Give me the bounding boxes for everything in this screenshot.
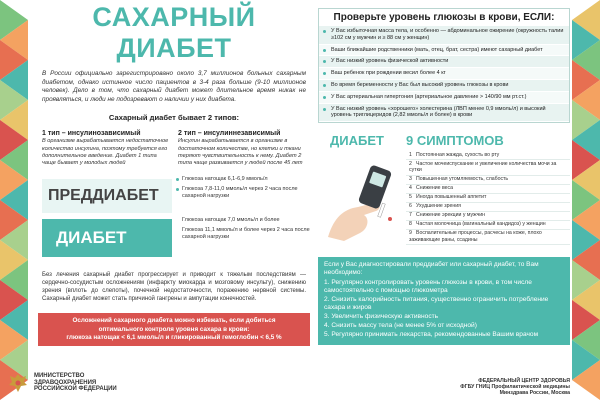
list-item: 8 Частая молочница (вагинальный кандидоз) у женщин	[406, 221, 570, 230]
bullet-icon	[176, 219, 179, 222]
type2-column	[178, 130, 306, 167]
type1-column	[42, 130, 170, 167]
complications-text: Без лечения сахарный диабет прогрессирует и приводит к тяжелым последствиям — сердечно-сосудистым осложнениям (инфаркту миокарда и мозговому инсульту), снижению зрения (вплоть до слепоты), почечной недостаточности, поражению нервной системы. Сахарный диабет может стать причиной гангрены и ампутации конечностей.	[42, 272, 306, 303]
list-item: 4 Снижение веса	[406, 185, 570, 194]
advice-list	[324, 279, 564, 339]
eagle-emblem-icon	[8, 372, 28, 394]
list-item: Глюкоза натощак 6,1-6,9 ммоль/л	[176, 176, 312, 183]
list-item: 6 Ухудшение зрения	[406, 203, 570, 212]
right-column	[318, 0, 570, 400]
checklist-items	[319, 26, 569, 121]
list-item: 7 Снижение эрекции у мужчин	[406, 212, 570, 221]
diagnosis-criteria	[38, 173, 310, 261]
advice-intro: Если у Вас диагностировали преддиабет или сахарный диабет, то Вам необходимо:	[324, 261, 539, 277]
list-item: 2. Снизить калорийность питания, существенно ограничить потребление сахара и жиров	[324, 296, 549, 312]
bullet-icon	[176, 229, 179, 232]
list-item: 1 Постоянная жажда, сухость во рту	[406, 151, 570, 160]
list-item: Во время беременности у Вас был высокий уровень глюкозы в крови	[319, 80, 569, 91]
symptoms-list	[406, 151, 570, 245]
list-item: У Вас низкий уровень «хорошего» холестерина (ЛВП менее 0,9 ммоль/л) и высокий уровень триглицеридов (2,82 ммоль/л и более) в крови	[319, 104, 569, 122]
right-decor-band	[572, 0, 600, 400]
ministry-name: МИНИСТЕРСТВО ЗДРАВООХРАНЕНИЯ РОССИЙСКОЙ ФЕДЕРАЦИИ	[34, 372, 117, 393]
diabetes-heading: ДИАБЕТ	[330, 133, 384, 149]
types-heading: Сахарный диабет бывает 2 типов:	[108, 113, 240, 123]
list-item: 5. Регулярно принимать лекарства, рекомендованные Вашим врачом	[324, 331, 539, 339]
control-target-box: Осложнений сахарного диабета можно избежать, если добиться оптимального контроля уровня сахара в крови: глюкоза натощак < 6,1 ммоль/л и гликированный гемоглобин < 6,5 %	[38, 313, 310, 346]
diabetes-types	[38, 130, 310, 167]
symptoms-section	[318, 129, 570, 247]
list-item: 1. Регулярно контролировать уровень глюкозы в крови, в том числе самостоятельно с помощью глюкометра	[324, 279, 532, 295]
diabetes-label: ДИАБЕТ	[42, 219, 172, 257]
symptoms-heading: 9 СИМПТОМОВ	[406, 133, 504, 149]
intro-text: В России официально зарегистрировано около 3,7 миллионов больных сахарным диабетом, однако истинное число пациентов в 3-4 раза больше (9-10 миллионов человек). Дело в том, что сахарный диабет может длительное время никак не проявляться, и люди не подозревают о наличии у них диабета.	[42, 70, 306, 103]
prediabetes-criteria	[176, 176, 312, 203]
type2-description: Инсулин вырабатывается в организме в достаточном количестве, но клетки и ткани теряют чувствительность к нему. Диабет 2 типа чаще развивается у людей после 45 лет	[178, 138, 303, 166]
list-item: 9 Воспалительные процессы, расчесы на коже, плохо заживающие раны, ссадины	[406, 230, 570, 245]
left-column	[38, 0, 310, 400]
page-title: САХАРНЫЙ ДИАБЕТ	[92, 2, 256, 63]
advice-box	[318, 257, 570, 345]
list-item: 4. Снизить массу тела (не менее 5% от исходной)	[324, 322, 477, 330]
list-item: Ваш ребенок при рождении весил более 4 кг	[319, 68, 569, 79]
bullet-icon	[176, 178, 179, 181]
ministry-logo-block	[8, 372, 117, 394]
type1-description: В организме вырабатывается недостаточное количество инсулина, поэтому требуется его дополнительное введение. Диабет 1 типа чаще бывает у молодых людей	[42, 138, 169, 166]
list-item: Глюкоза 7,8-11,0 ммоль/л через 2 часа после сахарной нагрузки	[176, 186, 312, 200]
type1-heading: 1 тип – инсулинозависимый	[42, 130, 141, 138]
health-center-credit: ФЕДЕРАЛЬНЫЙ ЦЕНТР ЗДОРОВЬЯ ФГБУ ГНИЦ Профилактической медицины Минздрава России, Москва	[460, 378, 570, 397]
prediabetes-label: ПРЕДДИАБЕТ	[42, 179, 172, 213]
type2-heading: 2 тип – инсулиннезависимый	[178, 130, 281, 138]
list-item: У Вас артериальная гипертония (артериальное давление > 140/90 мм рт.ст.)	[319, 92, 569, 103]
left-decor-band	[0, 0, 28, 400]
list-item: 5 Иногда повышенный аппетит	[406, 194, 570, 203]
list-item: 3. Увеличить физическую активность	[324, 313, 439, 321]
list-item: Ваши ближайшие родственники (мать, отец, брат, сестра) имеют сахарный диабет	[319, 45, 569, 56]
list-item: У Вас избыточная масса тела, и особенно — абдоминальное ожирение (окружность талии ≥102 см у мужчин и ≥ 88 см у женщин)	[319, 26, 569, 44]
risk-checklist	[318, 8, 570, 123]
bullet-icon	[176, 188, 179, 191]
diabetes-criteria	[176, 217, 312, 244]
list-item: Глюкоза натощак 7,0 ммоль/л и более	[176, 217, 312, 224]
checklist-title: Проверьте уровень глюкозы в крови, ЕСЛИ:	[333, 12, 555, 23]
list-item: Глюкоза 11,1 ммоль/л и более через 2 часа после сахарной нагрузки	[176, 227, 312, 241]
glucometer-hand-icon	[324, 157, 404, 243]
list-item: У Вас низкий уровень физической активности	[319, 56, 569, 67]
list-item: 2 Частое мочеиспускание и увеличение количества мочи за сутки	[406, 160, 570, 175]
list-item: 3 Повышенная утомляемость, слабость	[406, 176, 570, 185]
